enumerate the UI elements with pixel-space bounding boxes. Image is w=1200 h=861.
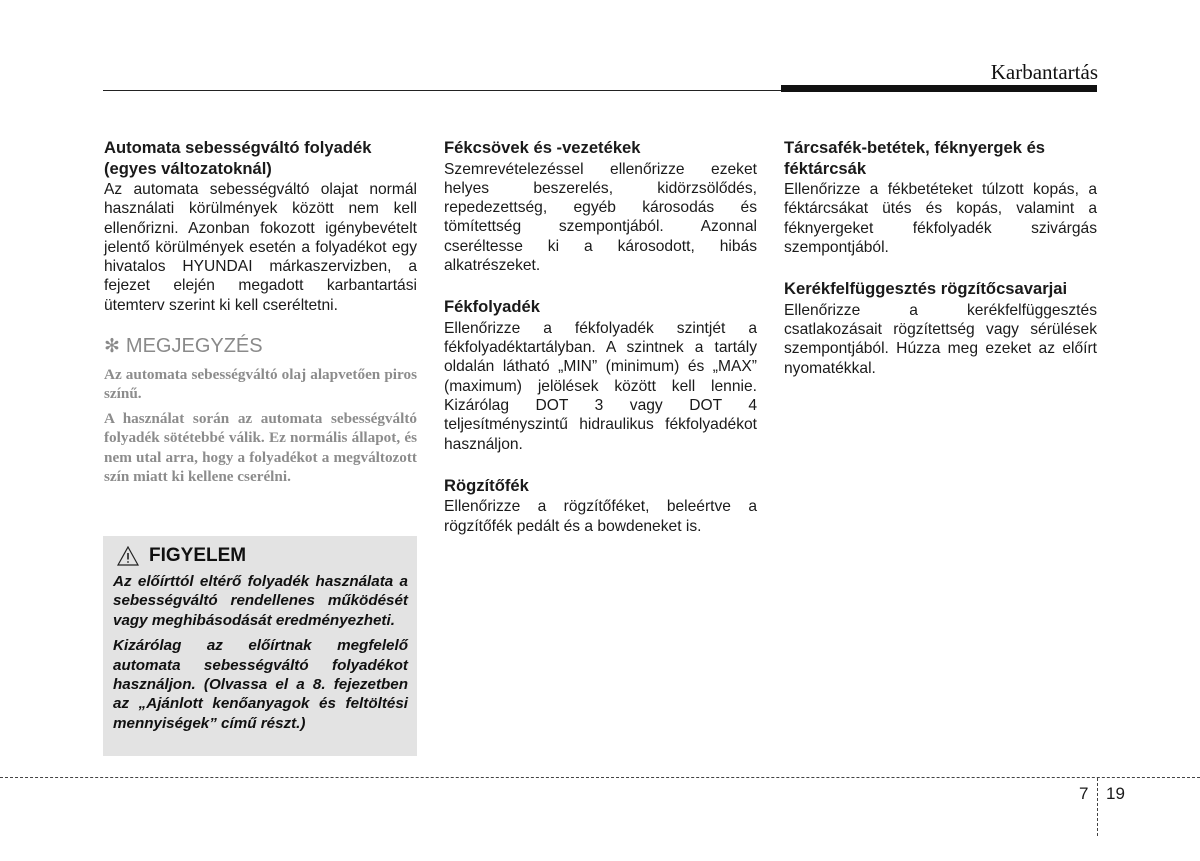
header-rule-bar — [781, 85, 1097, 92]
page-number: 19 — [1106, 784, 1125, 803]
footer-divider — [1097, 778, 1098, 836]
section-body: Ellenőrizze a fékbetéteket túlzott kopás, a féktárcsákat ütés és kopás, valamint a féknyergeket fékfolyadék szivárgás szempontjából. — [784, 181, 1097, 256]
note-heading — [104, 333, 417, 360]
warning-box — [103, 536, 417, 756]
section-title: Kerékfelfüggesztés rögzítőcsavarjai — [784, 279, 1068, 299]
page-header-title: Karbantartás — [990, 60, 1098, 84]
section-title: Rögzítőfék — [444, 475, 529, 495]
note-paragraph: A használat során az automata sebességváltó folyadék sötétebbé válik. Ez normális állapot, és nem utal arra, hogy a folyadékot a megváltozott szín miatt ki kellene cserélni. — [104, 409, 417, 486]
chapter-number: 7 — [1079, 784, 1089, 803]
warning-paragraph: Kizárólag az előírtnak megfelelő automata sebességváltó folyadékot használjon. (Olvassa el a 8. fejezetben az „Ajánlott kenőanyagok és feltöltési mennyiségek” című részt.) — [113, 637, 408, 732]
section-title: Fékfolyadék — [444, 297, 540, 317]
section-body: Szemrevételezéssel ellenőrizze ezeket helyes beszerelés, kidörzsölődés, repedezettség, egyéb károsodás és tömítettség szempontjából. Azonnal cseréltesse ki a károsodott, hibás alkatrészeket. — [444, 160, 757, 274]
warning-title: FIGYELEM — [149, 545, 247, 566]
section-body: Az automata sebességváltó olajat normál használati körülmények között nem kell ellenőrizni. Azonban fokozott igénybevételt jelentő körülmények esetén a folyadékot egy hivatalos HYUNDAI márkaszervizben, a fejezet elején megadott karbantartási ütemterv szerint ki kell cseréltetni. — [104, 181, 417, 314]
section-title: Tárcsafék-betétek, féknyergek és féktárcsák — [784, 138, 1046, 178]
warning-header — [113, 544, 408, 568]
asterisk-icon: ✻ — [104, 336, 120, 358]
column-right — [784, 138, 1097, 378]
header-rule — [103, 90, 781, 91]
column-left — [104, 138, 417, 487]
column-middle — [444, 138, 757, 536]
note-heading-text: MEGJEGYZÉS — [125, 335, 263, 358]
warning-triangle-icon — [117, 546, 139, 566]
section-title: Fékcsövek és -vezetékek — [444, 138, 641, 157]
section-body: Ellenőrizze a kerékfelfüggesztés csatlakozásait rögzítettség vagy sérülések szempontjából. Húzza meg ezeket az előírt nyomatékkal. — [784, 301, 1097, 377]
note-paragraph: Az automata sebességváltó olaj alapvetően piros színű. — [104, 366, 417, 403]
footer-rule — [0, 777, 1200, 778]
section-body: Ellenőrizze a fékfolyadék szintjét a fékfolyadéktartályban. A szintnek a tartály oldalán látható „MIN” (minimum) és „MAX” (maximum) jelölések között kell lennie. Kizárólag DOT 3 vagy DOT 4 teljesítményszintű hidraulikus fékfolyadékot használjon. — [444, 319, 757, 453]
section-body: Ellenőrizze a rögzítőféket, beleértve a rögzítőfék pedált és a bowdeneket is. — [444, 498, 757, 535]
warning-paragraph: Az előírttól eltérő folyadék használata a sebességváltó rendellenes működését vagy meghibásodását eredményezheti. — [113, 573, 408, 629]
section-title: Automata sebességváltó folyadék (egyes változatoknál) — [104, 138, 372, 178]
